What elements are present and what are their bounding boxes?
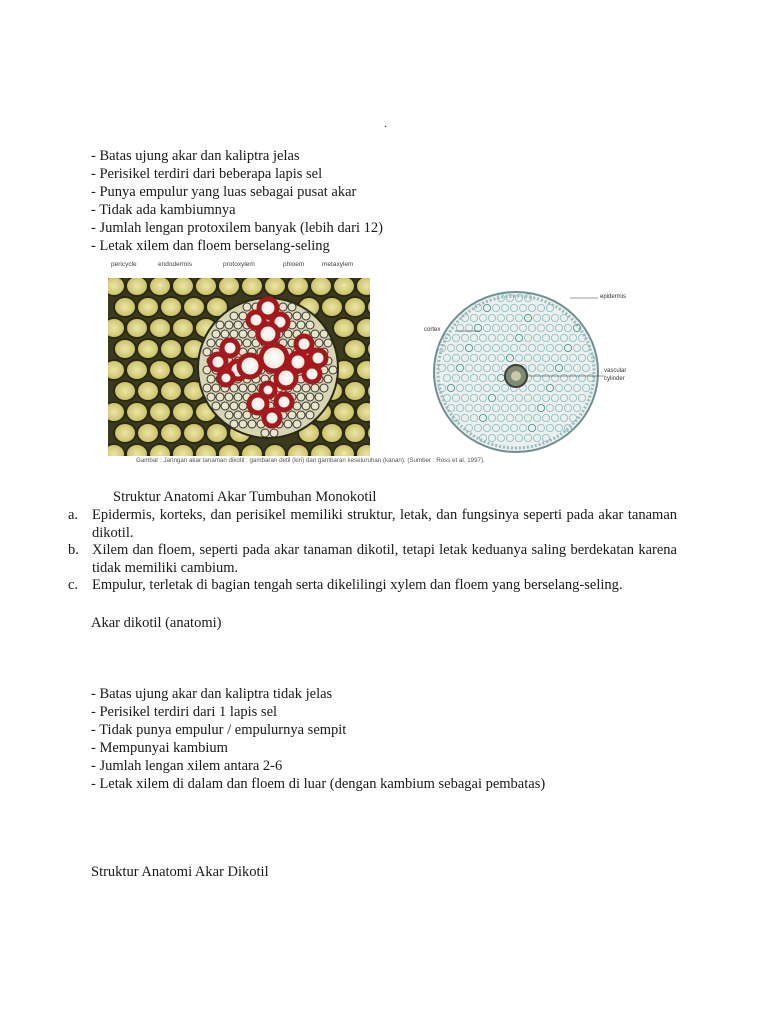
- list-item: - Letak xilem di dalam dan floem di luar (dengan kambium sebagai pembatas): [91, 776, 546, 792]
- list-item: - Jumlah lengan protoxilem banyak (lebih dari 12): [91, 220, 383, 236]
- list-item: - Perisikel terdiri dari beberapa lapis sel: [91, 166, 323, 182]
- list-item: - Letak xilem dan floem berselang-seling: [91, 238, 330, 254]
- list-item: - Tidak ada kambiumnya: [91, 202, 236, 218]
- list-item-text: Epidermis, korteks, dan perisikel memiliki struktur, letak, dan fungsinya seperti pada akar tanaman dikotil.: [92, 507, 677, 541]
- dikotil-characteristics-list: [91, 685, 545, 793]
- list-item: - Tidak punya empulur / empulurnya sempit: [91, 722, 347, 738]
- list-item: [68, 542, 677, 577]
- label-phloem: phloem: [283, 261, 305, 268]
- list-item: [68, 577, 677, 595]
- list-item: - Batas ujung akar dan kaliptra jelas: [91, 148, 300, 164]
- list-marker: a.: [68, 507, 79, 523]
- whole-root-image: [420, 286, 630, 456]
- label-pericycle: pericycle: [111, 261, 137, 268]
- list-marker: b.: [68, 542, 79, 558]
- label-endodermis: endodermis: [158, 261, 192, 268]
- micro-label-row: [108, 256, 378, 270]
- label-metaxylem: metaxylem: [322, 261, 354, 268]
- micrograph-image: [108, 278, 370, 456]
- dikotil-anatomy-label: Akar dikotil (anatomi): [91, 615, 222, 631]
- list-item: - Jumlah lengan xilem antara 2-6: [91, 758, 283, 774]
- list-item-text: Empulur, terletak di bagian tengah serta dikelilingi xylem dan floem yang berselang-seling.: [92, 577, 623, 593]
- label-cylinder: cylinder: [604, 376, 625, 382]
- label-cortex: cortex: [424, 327, 441, 333]
- list-item: - Perisikel terdiri dari 1 lapis sel: [91, 704, 278, 720]
- label-vascular: vascular: [604, 368, 627, 374]
- monokotil-characteristics-list: [91, 147, 383, 255]
- label-epidermis: epidermis: [600, 294, 627, 300]
- root-cross-section-figure: [108, 256, 628, 470]
- list-item: - Batas ujung akar dan kaliptra tidak jelas: [91, 686, 333, 702]
- monokotil-section-title: Struktur Anatomi Akar Tumbuhan Monokotil: [113, 489, 377, 505]
- list-marker: c.: [68, 577, 79, 593]
- list-item: [68, 507, 677, 542]
- list-item: - Mempunyai kambium: [91, 740, 228, 756]
- list-item-text: Xilem dan floem, seperti pada akar tanaman dikotil, tetapi letak keduanya saling berdekatan karena tidak memiliki cambium.: [92, 542, 677, 576]
- label-protoxylem: protoxylem: [223, 261, 255, 268]
- top-dot: .: [384, 116, 387, 130]
- dikotil-section-title: Struktur Anatomi Akar Dikotil: [91, 864, 269, 880]
- list-item: - Punya empulur yang luas sebagai pusat akar: [91, 184, 357, 200]
- monokotil-points-list: [68, 507, 677, 595]
- figure-caption: Gambar : Jaringan akar tanaman dikotil : gambaran detil (kiri) dan gambaran keseluruhan (kanan). (Sumber : Ross et al. 1997).: [136, 457, 485, 464]
